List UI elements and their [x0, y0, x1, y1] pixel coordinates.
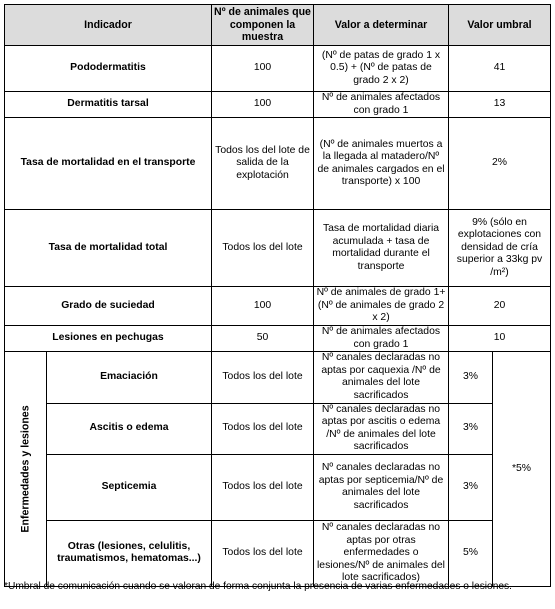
threshold-cell: 2%: [449, 118, 551, 210]
table-row: [5, 287, 551, 326]
value-cell: Tasa de mortalidad diaria acumulada + tasa de mortalidad durante el transporte: [314, 210, 449, 287]
sample-cell: 100: [212, 287, 314, 326]
sample-cell: Todos los del lote: [212, 454, 314, 520]
sample-cell: Todos los del lote: [212, 403, 314, 454]
indicator-cell: Lesiones en pechugas: [5, 325, 212, 351]
value-cell: Nº de animales afectados con grado 1: [314, 325, 449, 351]
indicator-cell: Dermatitis tarsal: [5, 92, 212, 118]
sample-cell: Todos los del lote: [212, 520, 314, 586]
table-row: [5, 210, 551, 287]
indicator-cell: Ascitis o edema: [47, 403, 212, 454]
value-cell: Nº de animales de grado 1+ (Nº de animales de grado 2 x 2): [314, 287, 449, 326]
indicator-cell: Pododermatitis: [5, 46, 212, 92]
threshold-cell: 41: [449, 46, 551, 92]
threshold-cell: 9% (sólo en explotaciones con densidad de cría superior a 33kg pv /m²): [449, 210, 551, 287]
indicator-cell: Grado de suciedad: [5, 287, 212, 326]
threshold-cell: 20: [449, 287, 551, 326]
table-row: [5, 520, 551, 586]
indicators-table: [4, 4, 551, 587]
threshold-cell: 5%: [449, 520, 493, 586]
value-cell: Nº de animales afectados con grado 1: [314, 92, 449, 118]
sample-cell: 100: [212, 46, 314, 92]
header-row: [5, 5, 551, 46]
indicator-cell: Tasa de mortalidad total: [5, 210, 212, 287]
threshold-cell: 10: [449, 325, 551, 351]
table-row: [5, 118, 551, 210]
header-sample: Nº de animales que componen la muestra: [212, 5, 314, 46]
indicator-cell: Septicemia: [47, 454, 212, 520]
sample-cell: Todos los del lote: [212, 352, 314, 403]
indicator-cell: Emaciación: [47, 352, 212, 403]
sample-cell: 50: [212, 325, 314, 351]
group-label: Enfermedades y lesiones: [19, 405, 32, 533]
table-row: [5, 325, 551, 351]
sample-cell: Todos los del lote: [212, 210, 314, 287]
value-cell: Nº canales declaradas no aptas por ascitis o edema /Nº de animales del lote sacrificados: [314, 403, 449, 454]
threshold-cell: 3%: [449, 454, 493, 520]
table-row: [5, 352, 551, 403]
sample-cell: 100: [212, 92, 314, 118]
table-row: [5, 46, 551, 92]
value-cell: (Nº de animales muertos a la llegada al matadero/Nº de animales cargados en el transporte) x 100: [314, 118, 449, 210]
threshold-cell: 3%: [449, 352, 493, 403]
combined-threshold-cell: *5%: [493, 352, 551, 587]
threshold-cell: 13: [449, 92, 551, 118]
indicator-cell: Otras (lesiones, celulitis, traumatismos, hematomas...): [47, 520, 212, 586]
footnote: *Umbral de comunicación cuando se valoran de forma conjunta la presencia de varias enfermedades o lesiones.: [4, 581, 512, 592]
group-label-cell: [5, 352, 47, 587]
table-row: [5, 454, 551, 520]
value-cell: Nº canales declaradas no aptas por septicemia/Nº de animales del lote sacrificados: [314, 454, 449, 520]
header-threshold: Valor umbral: [449, 5, 551, 46]
table-row: [5, 403, 551, 454]
value-cell: (Nº de patas de grado 1 x 0.5) + (Nº de patas de grado 2 x 2): [314, 46, 449, 92]
value-cell: Nº canales declaradas no aptas por caquexia /Nº de animales del lote sacrificados: [314, 352, 449, 403]
sample-cell: Todos los del lote de salida de la explotación: [212, 118, 314, 210]
table-row: [5, 92, 551, 118]
header-value: Valor a determinar: [314, 5, 449, 46]
value-cell: Nº canales declaradas no aptas por otras enfermedades o lesiones/Nº de animales del lote sacrificados): [314, 520, 449, 586]
header-indicator: Indicador: [5, 5, 212, 46]
threshold-cell: 3%: [449, 403, 493, 454]
indicator-cell: Tasa de mortalidad en el transporte: [5, 118, 212, 210]
